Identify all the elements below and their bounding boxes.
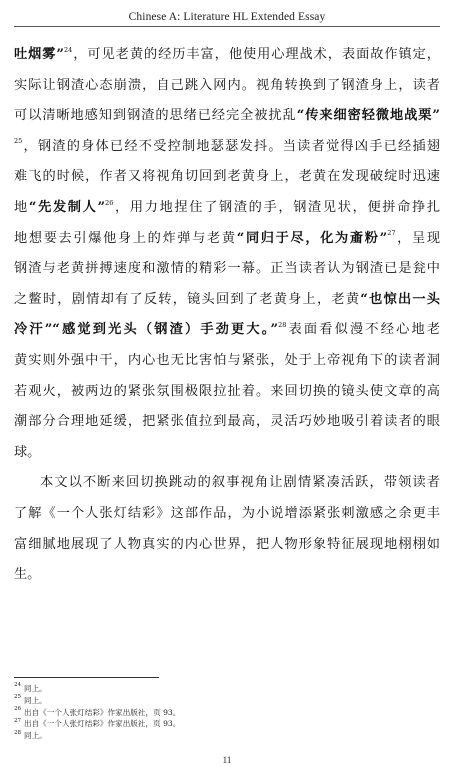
body-line — [14, 346, 440, 377]
body-line — [14, 71, 440, 102]
body-line — [14, 315, 440, 346]
text-segment: ，可见老黄的经历丰富，他使用心理战术，表面故作镇定， — [72, 47, 440, 62]
body-line — [14, 377, 440, 408]
quoted-phrase: 冷汗”“感觉到光头（钢渣）手劲更大。” — [14, 322, 279, 338]
body-line — [14, 285, 440, 316]
footnote-item — [14, 683, 180, 695]
text-segment: 地想要去引爆他身上的炸弹与老黄 — [14, 230, 237, 246]
footnote-ref: 27 — [387, 229, 396, 238]
footnote-number: 28 — [14, 729, 21, 736]
quoted-phrase: “先发制人” — [28, 199, 106, 215]
body-line — [14, 254, 440, 285]
body-line — [14, 560, 440, 591]
text-segment: 实际让钢渣心态崩溃，自己跳入网内。视角转换到了钢渣身上，读者 — [14, 77, 440, 93]
footnote-item — [14, 730, 180, 742]
footnote-ref: 25 — [14, 137, 23, 146]
quoted-phrase: 吐烟雾” — [14, 47, 65, 62]
body-line — [14, 162, 440, 193]
quoted-phrase: “传来细密轻微地战栗” — [296, 108, 440, 124]
text-segment: 可以清晰地感知到钢渣的思绪已经完全被扰乱 — [14, 108, 297, 124]
text-segment: ，用力地捏住了钢渣的手，钢渣见状，便拼命挣扎 — [113, 199, 440, 215]
text-segment: 若观火，被两边的紧张氛围极限拉扯着。来回切换的镜头使文章的高 — [14, 383, 440, 399]
text-segment: ，呈现 — [395, 230, 440, 246]
footnote-text: 同上。 — [24, 684, 47, 693]
footnote-ref: 24 — [64, 45, 73, 54]
body-line — [14, 468, 440, 499]
text-segment: 本文以不断来回切换跳动的叙事视角让剧情紧凑活跃，带领读者 — [40, 475, 440, 491]
body-line — [14, 407, 440, 438]
header-rule — [14, 26, 440, 27]
quoted-phrase: “也惊出一头 — [360, 291, 440, 307]
body-line — [14, 101, 440, 132]
text-segment: 地 — [14, 199, 29, 215]
body-line — [14, 132, 440, 163]
footnote-item — [14, 695, 180, 707]
footnote-number: 26 — [14, 706, 21, 713]
footnote-text: 出自《一个人张灯结彩》作家出版社，页 93。 — [24, 707, 181, 717]
body-line — [14, 438, 440, 469]
text-segment: ，钢渣的身体已经不受控制地瑟瑟发抖。当读者觉得凶手已经插翅 — [22, 138, 440, 154]
footnote-separator — [14, 677, 159, 678]
footnote-item — [14, 718, 180, 730]
footnote-text: 同上。 — [24, 731, 47, 741]
text-segment: 表面看似漫不经心地老 — [286, 322, 440, 338]
essay-body — [14, 40, 440, 591]
text-segment: 球。 — [14, 444, 41, 460]
footnotes — [14, 683, 180, 742]
footnote-number: 27 — [14, 717, 21, 724]
footnote-text: 出自《一个人张灯结彩》作家出版社，页 93。 — [24, 719, 181, 729]
page-header: Chinese A: Literature HL Extended Essay — [128, 11, 326, 23]
text-segment: 难飞的时候，作者又将视角切回到老黄身上，老黄在发现破绽时迅速 — [14, 169, 440, 185]
text-segment: 生。 — [14, 567, 41, 583]
quoted-phrase: “同归于尽，化为齑粉” — [236, 230, 388, 246]
text-segment: 黄实则外强中干，内心也无比害怕与紧张，处于上帝视角下的读者洞 — [14, 352, 440, 368]
body-line — [14, 40, 440, 71]
footnote-ref: 26 — [105, 198, 114, 207]
text-segment: 钢渣与老黄拼搏速度和激情的精彩一幕。正当读者认为钢渣已是瓮中 — [14, 261, 440, 277]
footnote-item — [14, 707, 180, 719]
text-segment: 了解《一个人张灯结彩》这部作品，为小说增添紧张刺激感之余更丰 — [14, 505, 440, 521]
text-segment: 潮部分合理地延缓，把紧张值拉到最高，灵活巧妙地吸引着读者的眼 — [14, 414, 440, 430]
body-line — [14, 499, 440, 530]
footnote-number: 25 — [14, 694, 21, 701]
footnote-ref: 28 — [278, 320, 287, 329]
body-line — [14, 530, 440, 561]
text-segment: 之鳖时，剧情却有了反转，镜头回到了老黄身上，老黄 — [14, 291, 361, 307]
text-segment: 富细腻地展现了人物真实的内心世界，把人物形象特征展现地栩栩如 — [14, 536, 440, 552]
footnote-number: 24 — [14, 682, 21, 689]
body-line — [14, 224, 440, 255]
page-number: 11 — [222, 755, 232, 765]
body-line — [14, 193, 440, 224]
footnote-text: 同上。 — [24, 695, 47, 705]
